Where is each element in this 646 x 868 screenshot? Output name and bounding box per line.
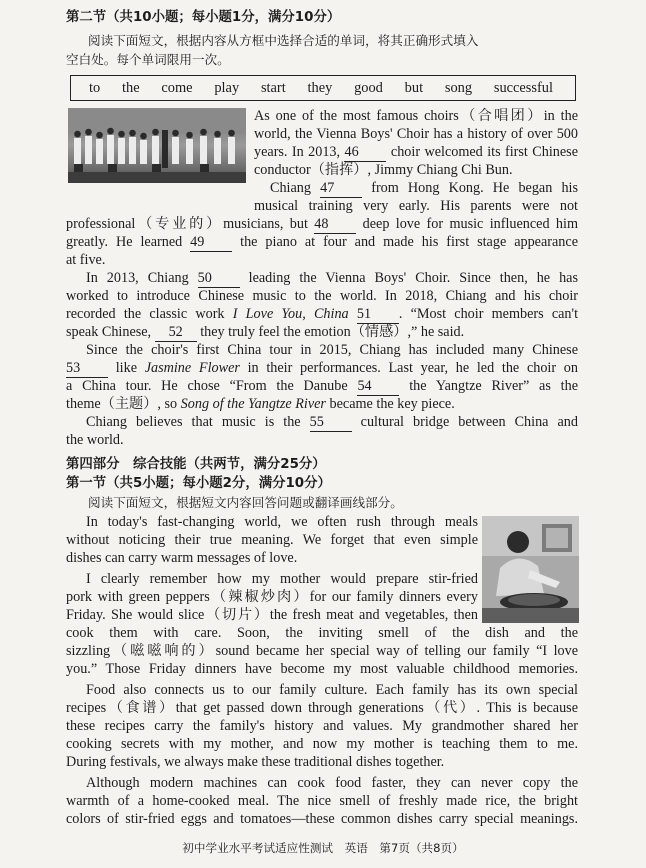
passage2-line: recipes（食谱）that get passed down through generations（代）. This is because	[66, 700, 578, 716]
word-bank-word: they	[307, 79, 333, 96]
part4-instruction: 阅读下面短文，根据短文内容回答问题或翻译画线部分。	[88, 495, 403, 510]
section2-instruction-1: 阅读下面短文，根据内容从方框中选择合适的单词，将其正确形式填入	[88, 33, 479, 48]
passage2-line: without noticing their true meaning. We forget that even simple	[66, 532, 478, 548]
word-bank	[70, 75, 576, 101]
word-bank-word: come	[161, 79, 193, 96]
passage1-line: the world.	[66, 432, 124, 448]
passage2-line: dishes can carry warm messages of love.	[66, 550, 298, 566]
section2-instruction-2: 空白处。每个单词限用一次。	[66, 52, 230, 67]
blank-55[interactable]: 55	[310, 413, 352, 432]
blank-47[interactable]: 47	[320, 179, 362, 198]
blank-50[interactable]: 50	[198, 269, 240, 288]
passage2-line: I clearly remember how my mother would prepare stir-fried	[86, 571, 478, 587]
passage1-line: greatly. He learned 49 the piano at four and made his first stage appearance	[66, 234, 578, 250]
passage1-line: recorded the classic work I Love You, China 51 . “Most choir members can't	[66, 306, 579, 322]
passage1-line: 53 like Jasmine Flower in their performances. Last year, he led the choir on	[66, 360, 578, 376]
passage1-line: In 2013, Chiang 50 leading the Vienna Boys' Choir. Since then, he has	[86, 270, 578, 286]
passage2-line: you.” Those Friday dinners have become my most valuable childhood memories.	[66, 661, 578, 677]
blank-52[interactable]: 52	[155, 323, 197, 342]
passage1-line: musical training very early. His parents were not	[254, 198, 578, 214]
choir-photo	[68, 108, 246, 183]
passage2-line: colors of stir-fried eggs and tomatoes—these common dishes carry special meanings.	[66, 811, 578, 827]
passage2-line: In today's fast-changing world, we often rush through meals	[86, 514, 478, 530]
passage1-line: at five.	[66, 252, 106, 268]
passage1-line: professional（专业的）musicians, but 48 deep love for music influenced him	[66, 216, 579, 232]
passage1-line: a China tour. He chose “From the Danube 54 the Yangtze River” as the	[66, 378, 578, 394]
page-footer: 初中学业水平考试适应性测试 英语 第7页（共8页）	[182, 841, 464, 855]
passage1-line: As one of the most famous choirs（合唱团）in the	[254, 108, 578, 124]
word-bank-word: good	[354, 79, 383, 96]
passage1-line: Chiang believes that music is the 55 cultural bridge between China and	[86, 414, 578, 430]
passage2-line: Friday. She would slice（切片）the fresh meat and vegetables, then	[66, 607, 478, 623]
passage2-line: sizzling（嗞嗞响的）sound became her special way of telling our family “I love	[66, 643, 578, 659]
blank-51[interactable]: 51	[357, 305, 399, 324]
passage1-line: Since the choir's first China tour in 2015, Chiang has included many Chinese	[86, 342, 578, 358]
cooking-photo	[482, 516, 579, 623]
passage2-line: pork with green peppers（辣椒炒肉）for our family dinners every	[66, 589, 478, 605]
passage2-line: Food also connects us to our family culture. Each family has its own special	[86, 682, 578, 698]
word-bank-word: to	[89, 79, 101, 96]
blank-46[interactable]: 46	[344, 143, 386, 162]
passage2-line-underlined: cooking secrets with my mother, and now my mother is teaching them to me.	[66, 736, 578, 752]
word-bank-word: the	[122, 79, 140, 96]
blank-54[interactable]: 54	[357, 377, 399, 396]
passage2-line: Although modern machines can cook food faster, they can never copy the	[86, 775, 578, 791]
passage2-line: warmth of a home-cooked meal. The nice smell of freshly made rice, the bright	[66, 793, 578, 809]
passage1-line: world, the Vienna Boys' Choir has a history of over 500	[254, 126, 578, 142]
section2-heading: 第二节（共10小题；每小题1分，满分10分）	[66, 10, 341, 25]
passage1-line: worked to introduce Chinese music to the world. In 2018, Chiang and his choir	[66, 288, 578, 304]
passage2-line: During festivals, we always make these traditional dishes together.	[66, 754, 445, 770]
part4-sub-heading: 第一节（共5小题；每小题2分，满分10分）	[66, 476, 331, 491]
passage1-line: Chiang 47 from Hong Kong. He began his	[270, 180, 579, 196]
word-bank-word: play	[214, 79, 240, 96]
blank-48[interactable]: 48	[314, 215, 356, 234]
word-bank-word: successful	[493, 79, 553, 96]
word-bank-word: song	[444, 79, 473, 96]
passage2-line: these recipes carry the family's history and values. My grandmother shared her	[66, 718, 578, 734]
passage1-line: conductor（指挥）, Jimmy Chiang Chi Bun.	[254, 162, 513, 178]
passage1-line: theme（主题）, so Song of the Yangtze River became the key piece.	[66, 396, 455, 412]
blank-53[interactable]: 53	[66, 359, 108, 378]
passage1-line: years. In 2013, 46 choir welcomed its first Chinese	[254, 144, 578, 160]
word-bank-word: start	[260, 79, 286, 96]
part4-heading: 第四部分 综合技能（共两节，满分25分）	[66, 457, 326, 472]
word-bank-word: but	[404, 79, 424, 96]
blank-49[interactable]: 49	[190, 233, 232, 252]
passage1-line: speak Chinese, 52 they truly feel the emotion（情感）,” he said.	[66, 324, 465, 340]
passage2-line: cook them with care. Soon, the inviting smell of the dish and the	[66, 625, 578, 641]
